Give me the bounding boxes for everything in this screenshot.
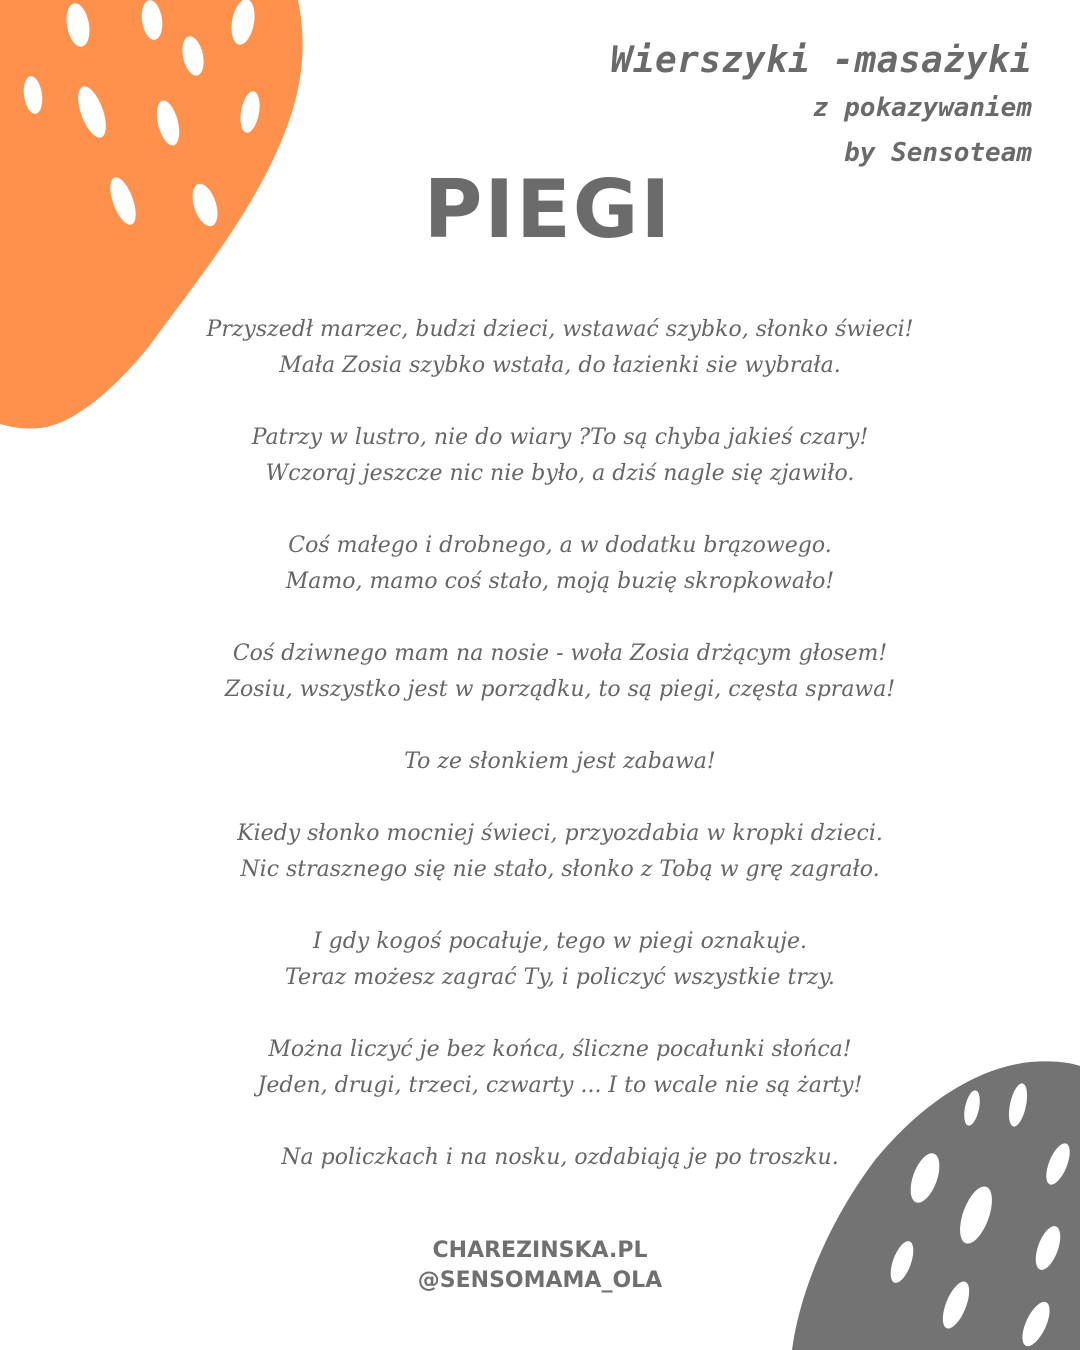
series-title: Wierszyki -masażyki: [610, 40, 1032, 81]
poem-line: Nic strasznego się nie stało, słonko z Tobą w grę zagrało.: [240, 857, 880, 882]
instagram-handle[interactable]: @SENSOMAMA_OLA: [417, 1268, 663, 1293]
stanza: [160, 312, 960, 384]
poem-line: Teraz możesz zagrać Ty, i policzyć wszystkie trzy.: [285, 965, 835, 990]
poem-line: Zosiu, wszystko jest w porządku, to są piegi, częsta sprawa!: [224, 677, 896, 702]
stanza: [160, 420, 960, 492]
poem-line: Kiedy słonko mocniej świeci, przyozdabia w kropki dzieci.: [237, 821, 883, 846]
stanza: [160, 636, 960, 708]
poem-line: Można liczyć je bez końca, śliczne pocałunki słońca!: [268, 1037, 852, 1062]
poem-line: Przyszedł marzec, budzi dzieci, wstawać szybko, słonko świeci!: [206, 317, 914, 342]
stanza: [160, 924, 960, 996]
stanza: [160, 1140, 960, 1176]
stanza: [160, 528, 960, 600]
stanza: [160, 816, 960, 888]
series-subtitle: z pokazywaniem: [812, 93, 1032, 123]
poem-line: I gdy kogoś pocałuje, tego w piegi oznakuje.: [312, 929, 808, 954]
poem-line: Coś dziwnego mam na nosie - woła Zosia drżącym głosem!: [232, 641, 888, 666]
stanza: [160, 744, 960, 780]
poem-line: Na policzkach i na nosku, ozdabiają je po troszku.: [281, 1145, 839, 1170]
poem-title: PIEGI: [423, 163, 673, 256]
poem-body: [160, 312, 960, 1212]
poem-line: Coś małego i drobnego, a w dodatku brązowego.: [288, 533, 832, 558]
stanza: [160, 1032, 960, 1104]
poem-line: Mała Zosia szybko wstała, do łazienki sie wybrała.: [279, 353, 841, 378]
poem-line: Mamo, mamo coś stało, moją buzię skropkowało!: [285, 569, 835, 594]
poem-line: To ze słonkiem jest zabawa!: [404, 749, 716, 774]
poem-line: Patrzy w lustro, nie do wiary ?To są chyba jakieś czary!: [251, 425, 869, 450]
poem-line: Wczoraj jeszcze nic nie było, a dziś nagle się zjawiło.: [265, 461, 855, 486]
footer-credits: [0, 1236, 1080, 1296]
series-header: [611, 36, 1032, 176]
poem-line: Jeden, drugi, trzeci, czwarty ... I to wcale nie są żarty!: [257, 1073, 863, 1098]
series-author: by Sensoteam: [844, 138, 1032, 168]
website-link[interactable]: CHAREZINSKA.PL: [432, 1238, 648, 1263]
